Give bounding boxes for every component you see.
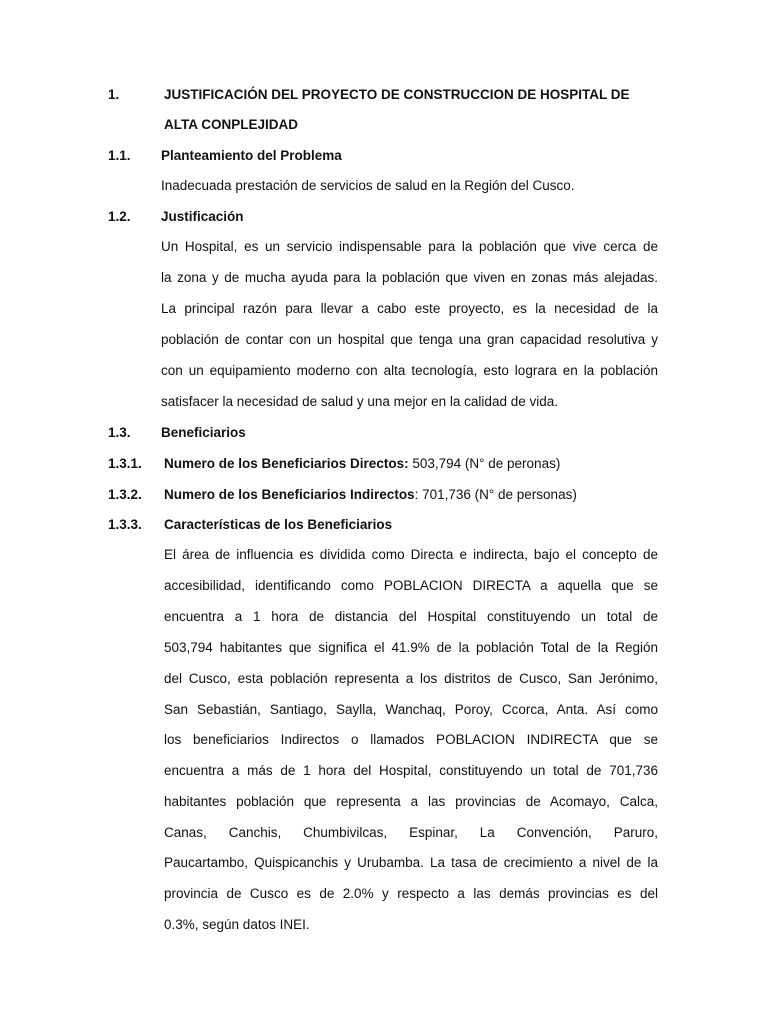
paragraph-line: los beneficiarios Indirectos o llamados POBLACION INDIRECTA que se <box>164 732 658 747</box>
paragraph-line: Un Hospital, es un servicio indispensable para la población que vive cerca de <box>161 239 658 254</box>
section-1-title-line2: ALTA CONPLEJIDAD <box>164 117 298 132</box>
paragraph-line: San Sebastián, Santiago, Saylla, Wanchaq, Poroy, Ccorca, Anta. Así como <box>164 702 658 717</box>
paragraph-line: El área de influencia es dividida como Directa e indirecta, bajo el concepto de <box>164 547 658 562</box>
paragraph-line: con un equipamiento moderno con alta tecnología, esto lograra en la población <box>161 363 658 378</box>
section-1-3-number: 1.3. <box>108 425 131 440</box>
section-1-1-title: Planteamiento del Problema <box>161 148 342 163</box>
paragraph-line: 0.3%, según datos INEI. <box>164 917 310 932</box>
paragraph-line: provincia de Cusco es de 2.0% y respecto a las demás provincias es del <box>164 886 658 901</box>
section-1-2-title: Justificación <box>161 209 244 224</box>
paragraph-line: la zona y de mucha ayuda para la población que viven en zonas más alejadas. <box>161 270 658 285</box>
paragraph-line: La principal razón para llevar a cabo este proyecto, es la necesidad de la <box>161 301 658 316</box>
paragraph-line: Paucartambo, Quispicanchis y Urubamba. La tasa de crecimiento a nivel de la <box>164 855 658 870</box>
paragraph-line: encuentra a 1 hora de distancia del Hospital constituyendo un total de <box>164 609 658 624</box>
paragraph-line: población de contar con un hospital que tenga una gran capacidad resolutiva y <box>161 332 658 347</box>
section-1-3-1-line <box>164 456 560 471</box>
section-1-3-3-number: 1.3.3. <box>108 517 142 532</box>
section-1-1-paragraph: Inadecuada prestación de servicios de salud en la Región del Cusco. <box>161 178 575 193</box>
direct-beneficiaries-label: Numero de los Beneficiarios Directos: <box>164 456 409 471</box>
section-1-3-3-title: Características de los Beneficiarios <box>164 517 393 532</box>
section-1-3-title: Beneficiarios <box>161 425 246 440</box>
paragraph-line: accesibilidad, identificando como POBLACION DIRECTA a aquella que se <box>164 578 658 593</box>
section-1-3-2-line <box>164 487 577 502</box>
paragraph-line: satisfacer la necesidad de salud y una mejor en la calidad de vida. <box>161 394 558 409</box>
indirect-beneficiaries-label: Numero de los Beneficiarios Indirectos <box>164 487 415 502</box>
section-1-3-2-number: 1.3.2. <box>108 487 142 502</box>
section-1-3-1-number: 1.3.1. <box>108 456 142 471</box>
section-1-2-number: 1.2. <box>108 209 131 224</box>
section-1-title-line1: JUSTIFICACIÓN DEL PROYECTO DE CONSTRUCCION DE HOSPITAL DE <box>164 87 630 102</box>
paragraph-line: habitantes población que representa a las provincias de Acomayo, Calca, <box>164 794 658 809</box>
section-1-number: 1. <box>108 87 120 102</box>
paragraph-line: encuentra a más de 1 hora del Hospital, constituyendo un total de 701,736 <box>164 763 658 778</box>
paragraph-line: Canas, Canchis, Chumbivilcas, Espinar, La Convención, Paruro, <box>164 825 658 840</box>
section-1-1-number: 1.1. <box>108 148 131 163</box>
paragraph-line: del Cusco, esta población representa a los distritos de Cusco, San Jerónimo, <box>164 671 658 686</box>
direct-beneficiaries-value: 503,794 (N° de peronas) <box>408 456 561 471</box>
paragraph-line: 503,794 habitantes que significa el 41.9% de la población Total de la Región <box>164 640 658 655</box>
indirect-beneficiaries-value: : 701,736 (N° de personas) <box>414 487 577 502</box>
